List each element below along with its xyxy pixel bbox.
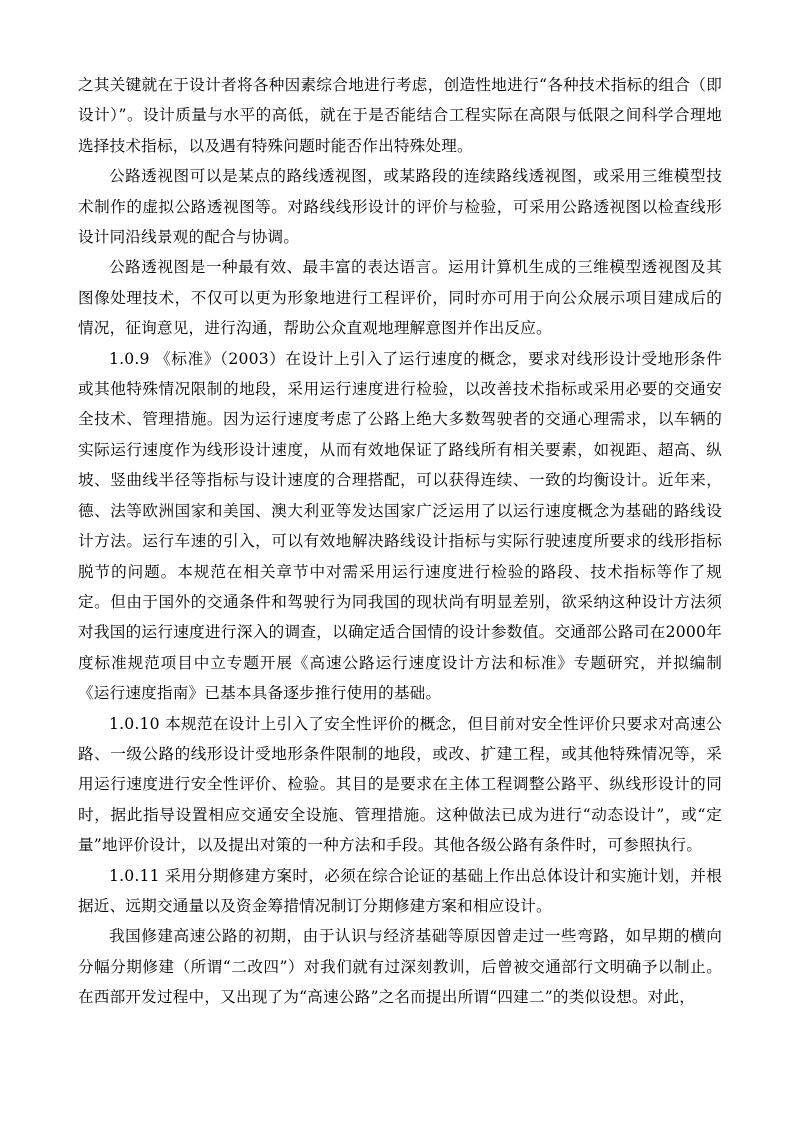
paragraph-clause-1-0-11: 1.0.11 采用分期修建方案时，必须在综合论证的基础上作出总体设计和实施计划，并根据近、远期交通量以及资金筹措情况制订分期修建方案和相应设计。 — [78, 866, 722, 915]
document-page — [78, 70, 722, 1013]
paragraph-clause-1-0-10: 1.0.10 本规范在设计上引入了安全性评价的概念，但目前对安全性评价只要求对高速公路、一级公路的线形设计受地形条件限制的地段，或改、扩建工程，或其他特殊情况等，采用运行速度进行安全性评价、检验。其目的是要求在主体工程调整公路平、纵线形设计的同时，据此指导设置相应交通安全设施、管理措施。这种做法已成为进行“动态设计”，或“定量”地评价设计，以及提出对策的一种方法和手段。其他各级公路有条件时，可参照执行。 — [78, 714, 722, 855]
paragraph-perspective-language: 公路透视图是一种最有效、最丰富的表达语言。运用计算机生成的三维模型透视图及其图像处理技术，不仅可以更为形象地进行工程评价，同时亦可用于向公众展示项目建成后的情况，征询意见，进行沟通，帮助公众直观地理解意图并作出反应。 — [78, 258, 722, 338]
paragraph-continuation: 之其关键就在于设计者将各种因素综合地进行考虑，创造性地进行“各种技术指标的组合（即设计）”。设计质量与水平的高低，就在于是否能结合工程实际在高限与低限之间科学合理地选择技术指标，以及遇有特殊问题时能否作出特殊处理。 — [78, 76, 722, 155]
paragraph-staged-construction: 我国修建高速公路的初期，由于认识与经济基础等原因曾走过一些弯路，如早期的横向分幅分期修建（所谓“二改四”）对我们就有过深刻教训，后曾被交通部行文明确予以制止。在西部开发过程中，又出现了为“高速公路”之名而提出所谓“四建二”的类似设想。对此， — [78, 927, 722, 1007]
paragraph-perspective-view: 公路透视图可以是某点的路线透视图，或某路段的连续路线透视图，或采用三维模型技术制作的虚拟公路透视图等。对路线线形设计的评价与检验，可采用公路透视图以检查线形设计同沿线景观的配合与协调。 — [78, 167, 722, 247]
paragraph-clause-1-0-9: 1.0.9 《标准》（2003）在设计上引入了运行速度的概念，要求对线形设计受地形条件或其他特殊情况限制的地段，采用运行速度进行检验，以改善技术指标或采用必要的交通安全技术、管理措施。因为运行速度考虑了公路上绝大多数驾驶者的交通心理需求，以车辆的实际运行速度作为线形设计速度，从而有效地保证了路线所有相关要素，如视距、超高、纵坡、竖曲线半径等指标与设计速度的合理搭配，可以获得连续、一致的均衡设计。近年来，德、法等欧洲国家和美国、澳大利亚等发达国家广泛运用了以运行速度概念为基础的路线设计方法。运行车速的引入，可以有效地解决路线设计指标与实际行驶速度所要求的线形指标脱节的问题。本规范在相关章节中对需采用运行速度进行检验的路段、技术指标等作了规定。但由于国外的交通条件和驾驶行为同我国的现状尚有明显差别，欲采纳这种设计方法须对我国的运行速度进行深入的调查，以确定适合国情的设计参数值。交通部公路司在2000年度标准规范项目中立专题开展《高速公路运行速度设计方法和标准》专题研究，并拟编制《运行速度指南》已基本具备逐步推行使用的基础。 — [78, 349, 722, 703]
